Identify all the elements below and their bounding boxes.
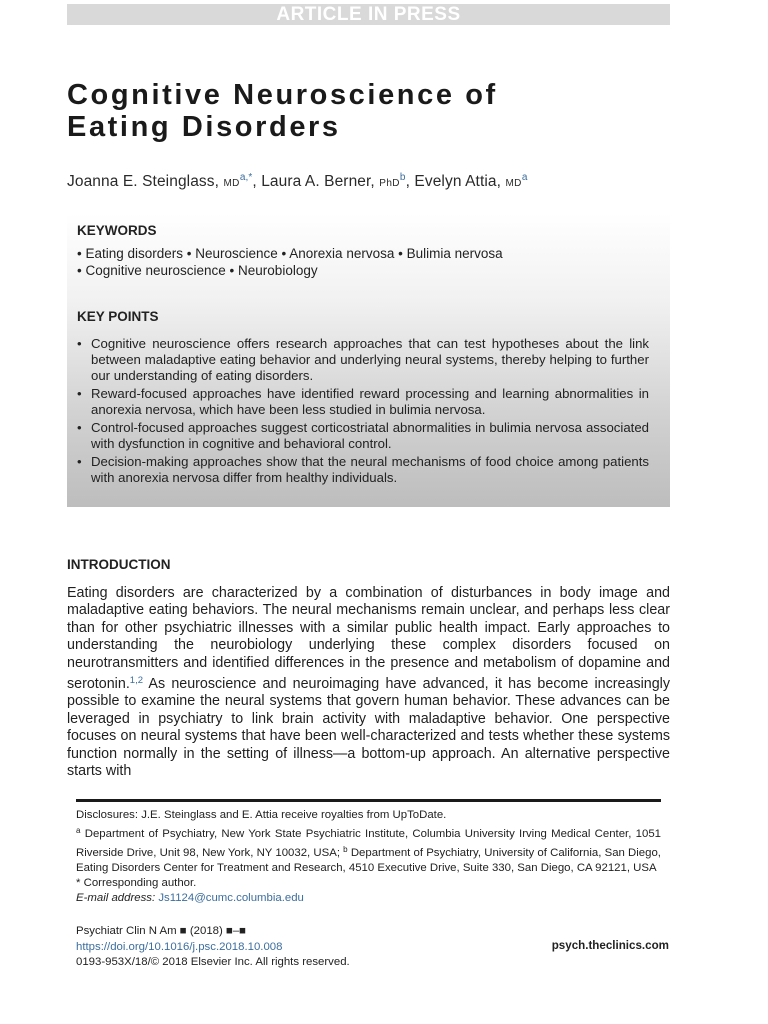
title-line-2: Eating Disorders: [67, 111, 341, 143]
introduction-paragraph: [67, 585, 670, 780]
doi-link[interactable]: https://doi.org/10.1016/j.psc.2018.10.008: [76, 940, 283, 953]
bullet-icon: •: [77, 454, 82, 469]
author-separator: ,: [252, 173, 257, 190]
key-point-text: Decision-making approaches show that the neural mechanisms of food choice among patients with anorexia nervosa differ from healthy individuals.: [91, 454, 649, 485]
key-point-item: [77, 454, 649, 486]
affiliation-label: b: [343, 845, 348, 854]
bullet-icon: •: [77, 336, 82, 351]
keywords-line: • Eating disorders • Neuroscience • Anorexia nervosa • Bulimia nervosa: [77, 246, 503, 261]
journal-website-link[interactable]: psych.theclinics.com: [551, 939, 669, 952]
key-point-item: [77, 336, 649, 384]
bullet-icon: •: [77, 420, 82, 435]
paragraph-text: Eating disorders are characterized by a combination of disturbances in body image and maladaptive eating behaviors. The neural mechanisms remain unclear, and perhaps less clear than for other psychiatric illnesses with a similar public health impact. Early approaches to understanding the neurobiology underlying these complex disorders focused on neurotransmitters and identified differences in the presence and metabolism of dopamine and serotonin.: [67, 585, 670, 693]
author-degree: MD: [505, 178, 522, 189]
journal-citation: Psychiatr Clin N Am ■ (2018) ■–■: [76, 925, 247, 937]
author-degree: MD: [223, 178, 240, 189]
footnote-divider: [76, 799, 661, 802]
reference-link[interactable]: 1,2: [129, 675, 144, 687]
key-point-item: [77, 420, 649, 452]
footnotes: [76, 808, 661, 906]
corresponding-author-note: * Corresponding author.: [76, 877, 197, 889]
email-link[interactable]: Js1124@cumc.columbia.edu: [158, 892, 304, 904]
keywords-line: • Cognitive neuroscience • Neurobiology: [77, 263, 318, 278]
paragraph-text: As neuroscience and neuroimaging have advanced, it has become increasingly possible to examine the neural systems that govern human behavior. These advances can be leveraged in psychiatry to link brain activity with maladaptive behavior. One perspective focuses on neural systems that have been well-characterized and tests whether these systems function normally in the setting of illness—a bottom-up approach. An alternative perspective starts with: [67, 676, 670, 780]
bullet-icon: •: [77, 386, 82, 401]
title-line-1: Cognitive Neuroscience of: [67, 79, 498, 111]
author-name: Laura A. Berner,: [261, 173, 375, 190]
key-points-list: [77, 336, 649, 488]
author-list: [67, 172, 687, 191]
affiliation-text: Department of Psychiatry, New York State Psychiatric Institute, Columbia University Irving Medical Center, 1051 Riverside Drive, Unit 98, New York, NY 10032, USA;: [76, 828, 661, 859]
author-affiliation-link[interactable]: a,*: [239, 172, 253, 183]
key-point-text: Reward-focused approaches have identified reward processing and learning abnormalities in anorexia nervosa, which have been less studied in bulimia nervosa.: [91, 386, 649, 417]
affiliations-note: [76, 823, 661, 876]
key-point-text: Control-focused approaches suggest corticostriatal abnormalities in bulimia nervosa associated with dysfunction in cognitive and behavioral control.: [91, 420, 649, 451]
author-name: Joanna E. Steinglass,: [67, 173, 220, 190]
keywords-heading: KEYWORDS: [77, 223, 157, 238]
author-name: Evelyn Attia,: [414, 173, 502, 190]
key-points-heading: KEY POINTS: [77, 309, 159, 324]
article-in-press-banner: ARTICLE IN PRESS: [67, 4, 670, 25]
section-heading-introduction: INTRODUCTION: [67, 557, 171, 572]
keywords-keypoints-box: [67, 213, 670, 507]
key-point-item: [77, 386, 649, 418]
author-affiliation-link[interactable]: a: [521, 172, 528, 183]
author-affiliation-link[interactable]: b: [399, 172, 406, 183]
article-title: [67, 79, 667, 143]
key-point-text: Cognitive neuroscience offers research approaches that can test hypotheses about the link between maladaptive eating behavior and underlying neural systems, thereby helping to further our understanding of eating disorders.: [91, 336, 649, 383]
email-label: E-mail address:: [76, 892, 156, 904]
email-note: [76, 891, 661, 906]
author-separator: ,: [405, 173, 410, 190]
copyright-notice: 0193-953X/18/© 2018 Elsevier Inc. All rights reserved.: [76, 956, 350, 968]
affiliation-label: a: [76, 826, 81, 835]
disclosures-note: Disclosures: J.E. Steinglass and E. Attia receive royalties from UpToDate.: [76, 809, 447, 821]
affiliation-text: Department of Psychiatry, University of California, San Diego, Eating Disorders Center for Treatment and Research, 4510 Executive Drive, Suite 330, San Diego, CA 92121, USA: [76, 847, 661, 874]
author-degree: PhD: [379, 178, 400, 189]
journal-info: [76, 924, 350, 971]
